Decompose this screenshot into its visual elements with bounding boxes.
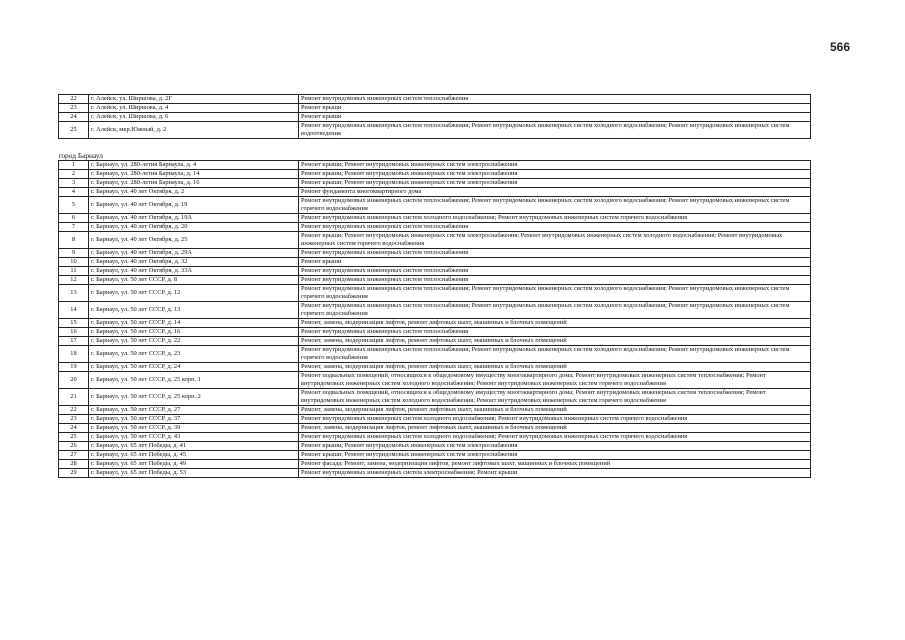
- row-work-type: Ремонт внутридомовых инженерных систем теплоснабжения; Ремонт внутридомовых инженерных систем холодного водоснабжения; Ремонт внутридомовых инженерных систем горячего водоснабжения: [299, 346, 811, 363]
- row-address: г. Барнаул, ул. 40 лет Октября, д. 33А: [89, 267, 299, 276]
- row-work-type: Ремонт, замена, модернизация лифтов, ремонт лифтовых шахт, машинных и блочных помещений: [299, 406, 811, 415]
- row-work-type: Ремонт внутридомовых инженерных систем холодного водоснабжения; Ремонт внутридомовых инженерных систем горячего водоснабжения: [299, 214, 811, 223]
- row-work-type: Ремонт подвальных помещений, относящихся к общедомовому имуществу многоквартирного дома; Ремонт внутридомовых инженерных систем теплоснабжения; Ремонт внутридомовых инженерных систем холодного водоснабжения; Ремонт внутридомовых инженерных систем горячего водоснабжения: [299, 372, 811, 389]
- row-address: г. Алейск, мкр.Южный, д. 2: [89, 122, 299, 139]
- row-address: г. Алейск, ул. Ширшова, д. 2Г: [89, 95, 299, 104]
- row-number: 4: [59, 188, 89, 197]
- row-number: 13: [59, 285, 89, 302]
- table-row: [59, 276, 811, 285]
- row-number: 5: [59, 197, 89, 214]
- table-row: [59, 95, 811, 104]
- table-row: [59, 469, 811, 478]
- row-address: г. Барнаул, ул. 280-летия Барнаула, д. 16: [89, 179, 299, 188]
- row-address: г. Барнаул, ул. 50 лет СССР, д. 23: [89, 346, 299, 363]
- row-number: 3: [59, 179, 89, 188]
- row-work-type: Ремонт, замена, модернизация лифтов, ремонт лифтовых шахт, машинных и блочных помещений: [299, 363, 811, 372]
- row-address: г. Барнаул, ул. 50 лет СССР, д. 25 корп. 2: [89, 389, 299, 406]
- table-row: [59, 372, 811, 389]
- row-address: г. Барнаул, ул. 50 лет СССР, д. 13: [89, 302, 299, 319]
- row-work-type: Ремонт, замена, модернизация лифтов, ремонт лифтовых шахт, машинных и блочных помещений: [299, 337, 811, 346]
- row-number: 20: [59, 372, 89, 389]
- table-row: [59, 197, 811, 214]
- table-row: [59, 328, 811, 337]
- repair-table-body: [59, 95, 811, 478]
- row-work-type: Ремонт внутридомовых инженерных систем теплоснабжения; Ремонт внутридомовых инженерных систем холодного водоснабжения; Ремонт внутридомовых инженерных систем водоотведения: [299, 122, 811, 139]
- row-work-type: Ремонт внутридомовых инженерных систем электроснабжения; Ремонт крыши: [299, 469, 811, 478]
- row-address: г. Барнаул, ул. 65 лет Победы, д. 41: [89, 442, 299, 451]
- row-number: 24: [59, 424, 89, 433]
- table-row: [59, 302, 811, 319]
- table-row: [59, 415, 811, 424]
- row-work-type: Ремонт, замена, модернизация лифтов, ремонт лифтовых шахт, машинных и блочных помещений: [299, 319, 811, 328]
- row-work-type: Ремонт внутридомовых инженерных систем теплоснабжения; Ремонт внутридомовых инженерных систем холодного водоснабжения; Ремонт внутридомовых инженерных систем горячего водоснабжения: [299, 197, 811, 214]
- row-address: г. Барнаул, ул. 50 лет СССР, д. 25 корп. 1: [89, 372, 299, 389]
- row-number: 14: [59, 302, 89, 319]
- row-number: 24: [59, 113, 89, 122]
- row-number: 21: [59, 389, 89, 406]
- table-row: [59, 451, 811, 460]
- row-number: 11: [59, 267, 89, 276]
- row-work-type: Ремонт внутридомовых инженерных систем теплоснабжения; Ремонт внутридомовых инженерных систем холодного водоснабжения; Ремонт внутридомовых инженерных систем горячего водоснабжения: [299, 302, 811, 319]
- row-work-type: Ремонт внутридомовых инженерных систем теплоснабжения: [299, 328, 811, 337]
- row-work-type: Ремонт крыши; Ремонт внутридомовых инженерных систем электроснабжения: [299, 442, 811, 451]
- row-work-type: Ремонт подвальных помещений, относящихся к общедомовому имуществу многоквартирного дома; Ремонт внутридомовых инженерных систем теплоснабжения; Ремонт внутридомовых инженерных систем холодного водоснабжения; Ремонт внутридомовых инженерных систем горячего водоснабжения: [299, 389, 811, 406]
- row-address: г. Барнаул, ул. 50 лет СССР, д. 43: [89, 433, 299, 442]
- table-row: [59, 267, 811, 276]
- row-address: г. Барнаул, ул. 50 лет СССР, д. 27: [89, 406, 299, 415]
- section-header: [59, 139, 811, 161]
- row-work-type: Ремонт крыши; Ремонт внутридомовых инженерных систем электроснабжения: [299, 179, 811, 188]
- row-address: г. Барнаул, ул. 40 лет Октября, д. 20: [89, 223, 299, 232]
- row-number: 15: [59, 319, 89, 328]
- row-address: г. Барнаул, ул. 65 лет Победы, д. 53: [89, 469, 299, 478]
- table-row: [59, 223, 811, 232]
- table-row: [59, 170, 811, 179]
- row-work-type: Ремонт внутридомовых инженерных систем теплоснабжения: [299, 223, 811, 232]
- row-address: г. Барнаул, ул. 50 лет СССР, д. 8: [89, 276, 299, 285]
- table-row: [59, 337, 811, 346]
- row-number: 25: [59, 122, 89, 139]
- row-work-type: Ремонт, замена, модернизация лифтов, ремонт лифтовых шахт, машинных и блочных помещений: [299, 424, 811, 433]
- table-row: [59, 285, 811, 302]
- row-address: г. Барнаул, ул. 40 лет Октября, д. 25: [89, 232, 299, 249]
- row-work-type: Ремонт фасада; Ремонт, замена, модернизация лифтов, ремонт лифтовых шахт, машинных и блочных помещений: [299, 460, 811, 469]
- row-number: 12: [59, 276, 89, 285]
- table-row: [59, 188, 811, 197]
- row-address: г. Барнаул, ул. 40 лет Октября, д. 32: [89, 258, 299, 267]
- row-address: г. Барнаул, ул. 40 лет Октября, д. 19: [89, 197, 299, 214]
- row-address: г. Барнаул, ул. 50 лет СССР, д. 16: [89, 328, 299, 337]
- row-work-type: Ремонт внутридомовых инженерных систем теплоснабжения: [299, 276, 811, 285]
- table-row: [59, 258, 811, 267]
- row-number: 23: [59, 415, 89, 424]
- row-number: 10: [59, 258, 89, 267]
- row-work-type: Ремонт крыши; Ремонт внутридомовых инженерных систем электроснабжения: [299, 170, 811, 179]
- row-address: г. Барнаул, ул. 50 лет СССР, д. 22: [89, 337, 299, 346]
- row-work-type: Ремонт крыши; Ремонт внутридомовых инженерных систем электроснабжения: [299, 451, 811, 460]
- row-work-type: Ремонт внутридомовых инженерных систем холодного водоснабжения; Ремонт внутридомовых инженерных систем горячего водоснабжения: [299, 433, 811, 442]
- table-row: [59, 406, 811, 415]
- row-address: г. Барнаул, ул. 65 лет Победы, д. 45: [89, 451, 299, 460]
- table-row: [59, 346, 811, 363]
- row-work-type: Ремонт фундамента многоквартирного дома: [299, 188, 811, 197]
- table-row: [59, 319, 811, 328]
- row-number: 27: [59, 451, 89, 460]
- table-row: [59, 113, 811, 122]
- row-work-type: Ремонт внутридомовых инженерных систем теплоснабжения: [299, 267, 811, 276]
- row-work-type: Ремонт крыши; Ремонт внутридомовых инженерных систем электроснабжения; Ремонт внутридомовых инженерных систем холодного водоснабжения; Ремонт внутридомовых инженерных систем горячего водоснабжения: [299, 232, 811, 249]
- table-row: [59, 179, 811, 188]
- row-number: 16: [59, 328, 89, 337]
- row-number: 19: [59, 363, 89, 372]
- row-address: г. Алейск, ул. Ширшова, д. 6: [89, 113, 299, 122]
- table-row: [59, 249, 811, 258]
- row-number: 23: [59, 104, 89, 113]
- row-number: 7: [59, 223, 89, 232]
- table-row: [59, 424, 811, 433]
- row-number: 18: [59, 346, 89, 363]
- row-address: г. Алейск, ул. Ширшова, д. 4: [89, 104, 299, 113]
- row-address: г. Барнаул, ул. 50 лет СССР, д. 14: [89, 319, 299, 328]
- table-row: [59, 442, 811, 451]
- row-work-type: Ремонт крыши: [299, 104, 811, 113]
- row-work-type: Ремонт внутридомовых инженерных систем холодного водоснабжения; Ремонт внутридомовых инженерных систем горячего водоснабжения: [299, 415, 811, 424]
- table-row: [59, 460, 811, 469]
- row-work-type: Ремонт внутридомовых инженерных систем теплоснабжения; Ремонт внутридомовых инженерных систем холодного водоснабжения; Ремонт внутридомовых инженерных систем горячего водоснабжения: [299, 285, 811, 302]
- row-work-type: Ремонт крыши: [299, 113, 811, 122]
- row-number: 17: [59, 337, 89, 346]
- page-number: 566: [830, 40, 851, 54]
- row-address: г. Барнаул, ул. 50 лет СССР, д. 12: [89, 285, 299, 302]
- row-work-type: Ремонт крыши: [299, 258, 811, 267]
- repair-table: [58, 94, 811, 478]
- row-address: г. Барнаул, ул. 65 лет Победы, д. 49: [89, 460, 299, 469]
- row-number: 9: [59, 249, 89, 258]
- row-work-type: Ремонт крыши; Ремонт внутридомовых инженерных систем электроснабжения: [299, 161, 811, 170]
- row-address: г. Барнаул, ул. 50 лет СССР, д. 37: [89, 415, 299, 424]
- row-number: 22: [59, 95, 89, 104]
- row-number: 29: [59, 469, 89, 478]
- table-row: [59, 104, 811, 113]
- row-work-type: Ремонт внутридомовых инженерных систем теплоснабжения: [299, 95, 811, 104]
- row-address: г. Барнаул, ул. 50 лет СССР, д. 39: [89, 424, 299, 433]
- row-number: 6: [59, 214, 89, 223]
- section-title: город Барнаул: [59, 139, 811, 161]
- table-row: [59, 161, 811, 170]
- row-number: 28: [59, 460, 89, 469]
- row-address: г. Барнаул, ул. 40 лет Октября, д. 29А: [89, 249, 299, 258]
- row-address: г. Барнаул, ул. 40 лет Октября, д. 19А: [89, 214, 299, 223]
- row-number: 22: [59, 406, 89, 415]
- row-number: 1: [59, 161, 89, 170]
- row-number: 8: [59, 232, 89, 249]
- table-row: [59, 232, 811, 249]
- table-row: [59, 389, 811, 406]
- row-address: г. Барнаул, ул. 40 лет Октября, д. 2: [89, 188, 299, 197]
- table-row: [59, 214, 811, 223]
- row-number: 25: [59, 433, 89, 442]
- row-work-type: Ремонт внутридомовых инженерных систем теплоснабжения: [299, 249, 811, 258]
- row-number: 2: [59, 170, 89, 179]
- table-row: [59, 363, 811, 372]
- table-row: [59, 433, 811, 442]
- row-address: г. Барнаул, ул. 280-летия Барнаула, д. 4: [89, 161, 299, 170]
- row-address: г. Барнаул, ул. 50 лет СССР, д. 24: [89, 363, 299, 372]
- row-address: г. Барнаул, ул. 280-летия Барнаула, д. 14: [89, 170, 299, 179]
- table-row: [59, 122, 811, 139]
- row-number: 26: [59, 442, 89, 451]
